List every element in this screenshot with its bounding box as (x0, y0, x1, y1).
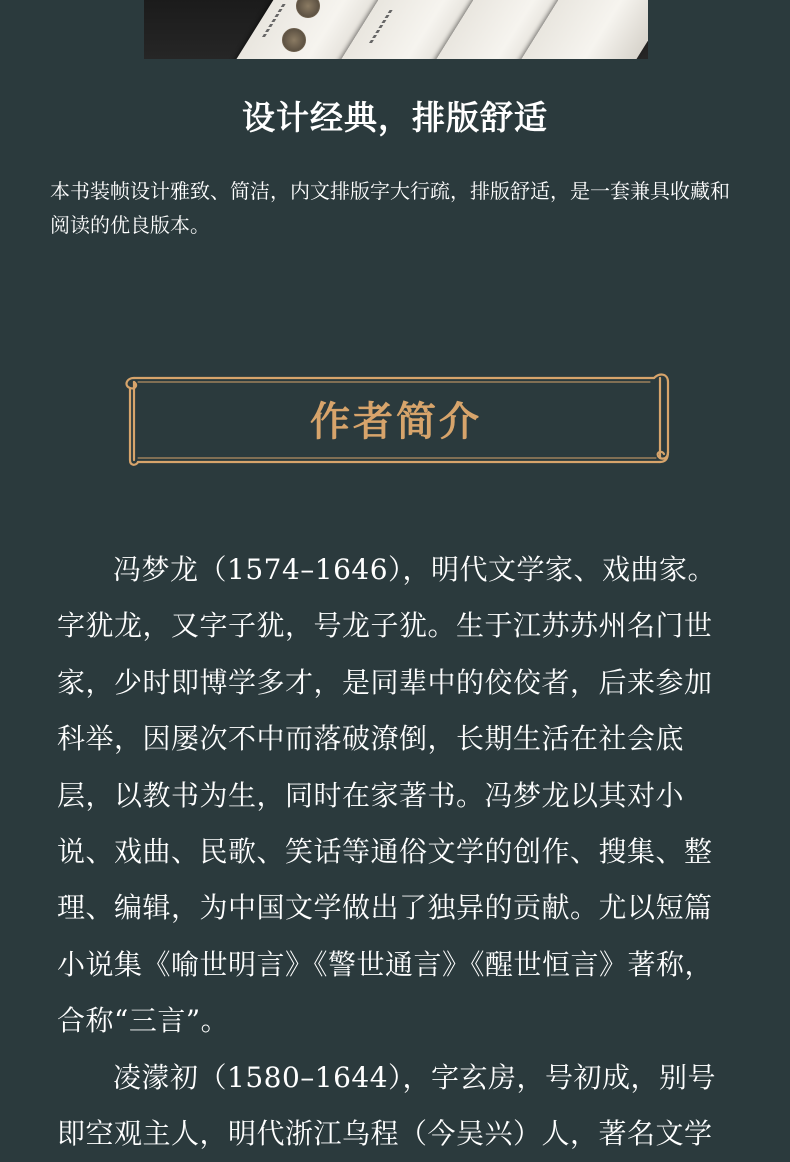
section-title: 设计经典，排版舒适 (242, 98, 548, 137)
book-product-photo (144, 0, 648, 59)
book-seal-emblem (282, 28, 306, 52)
section-description: 本书装帧设计雅致、简洁，内文排版字大行疏，排版舒适，是一套兼具收藏和阅读的优良版本。 (50, 179, 730, 237)
author-scroll-banner (120, 368, 672, 470)
bio-paragraph: 凌濛初（1580–1644），字玄房，号初成，别号即空观主人，明代浙江乌程（今吴兴）人，著名文学 (57, 1060, 717, 1151)
author-section-title: 作者简介 (310, 398, 482, 445)
author-bio (57, 542, 737, 1162)
bio-paragraph: 冯梦龙（1574–1646），明代文学家、戏曲家。字犹龙，又字子犹，号龙子犹。生于江苏苏州名门世家，少时即博学多才，是同辈中的佼佼者，后来参加科举，因屡次不中而落破潦倒，长期生活在社会底层，以教书为生，同时在家著书。冯梦龙以其对小说、戏曲、民歌、笑话等通俗文学的创作、搜集、整理、编辑，为中国文学做出了独异的贡献。尤以短篇小说集《喻世明言》《警世通言》《醒世恒言》著称，合称“三言”。 (57, 553, 717, 1038)
